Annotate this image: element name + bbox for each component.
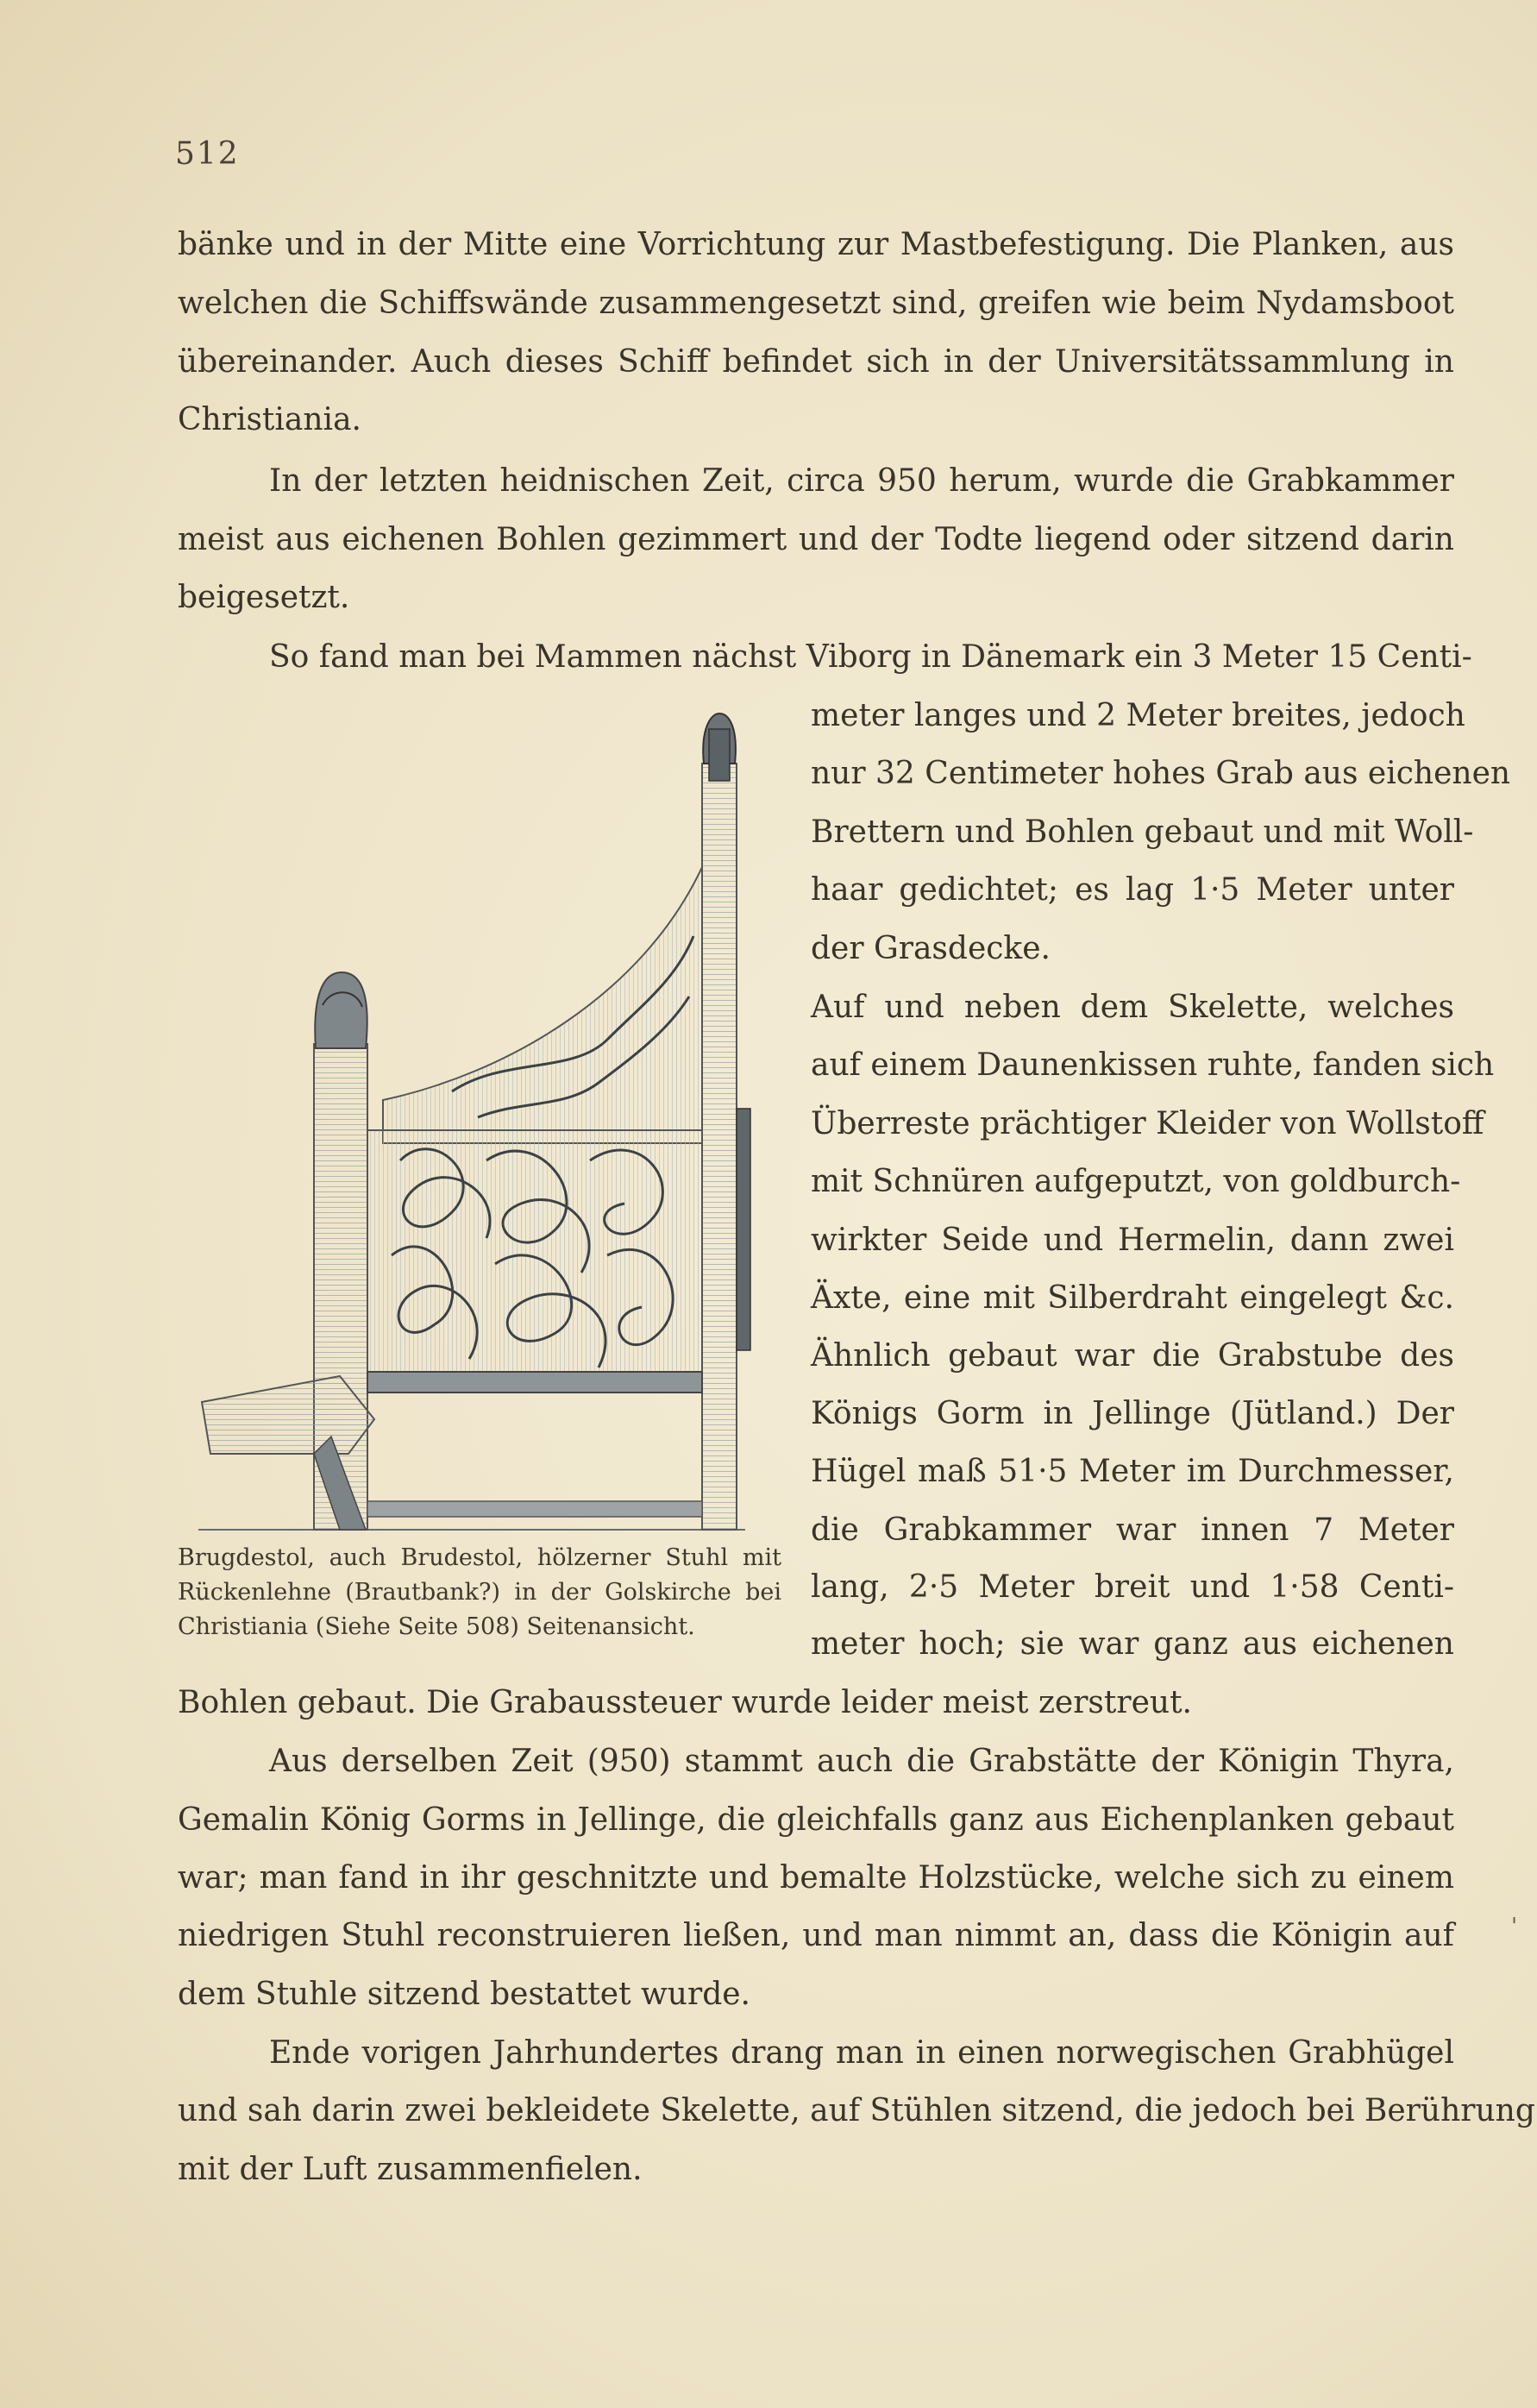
text-line: dem Stuhle sitzend bestattet wurde. xyxy=(178,1977,750,2012)
text-line: niedrigen Stuhl reconstruieren ließen, und man nimmt an, dass die Königin auf xyxy=(178,1918,1454,1953)
text-line: Gemalin König Gorms in Jellinge, die gleichfalls ganz aus Eichenplanken gebaut xyxy=(178,1802,1454,1838)
text-line: und sah darin zwei bekleidete Skelette, auf Stühlen sitzend, die jedoch bei Berührung xyxy=(178,2093,1535,2128)
text-line: Ende vorigen Jahrhundertes drang man in einen norwegischen Grabhügel xyxy=(269,2035,1454,2071)
text-line: Bohlen gebaut. Die Grabaussteuer wurde leider meist zerstreut. xyxy=(178,1685,1192,1720)
text-line: der Grasdecke. xyxy=(811,931,1051,966)
page-number: 512 xyxy=(175,136,240,172)
text-line: die Grabkammer war innen 7 Meter xyxy=(811,1512,1454,1548)
text-line: welchen die Schiffswände zusammengesetzt sind, greifen wie beim Nydamsboot xyxy=(178,286,1454,321)
text-line: übereinander. Auch dieses Schiff befindet sich in der Universitätssammlung in xyxy=(178,344,1454,380)
text-line: bänke und in der Mitte eine Vorrichtung zur Mastbefestigung. Die Planken, aus xyxy=(178,227,1454,262)
text-line: meist aus eichenen Bohlen gezimmert und der Todte liegend oder sitzend darin xyxy=(178,522,1454,557)
caption-line: Brugdestol, auch Brudestol, hölzerner Stuhl mit xyxy=(178,1544,781,1571)
figure-caption xyxy=(178,1541,781,1644)
text-line: mit der Luft zusammenfielen. xyxy=(178,2152,643,2187)
text-line: Hügel maß 51·5 Meter im Durchmesser, xyxy=(811,1454,1454,1489)
text-line: So fand man bei Mammen nächst Viborg in Dänemark ein 3 Meter 15 Centi- xyxy=(269,639,1472,675)
caption-line: Rückenlehne (Brautbank?) in der Golskirche bei xyxy=(178,1579,781,1606)
text-line: nur 32 Centimeter hohes Grab aus eichenen xyxy=(811,756,1511,791)
text-line: Äxte, eine mit Silberdraht eingelegt &c. xyxy=(811,1280,1454,1316)
text-line: Königs Gorm in Jellinge (Jütland.) Der xyxy=(811,1396,1454,1431)
text-line: meter langes und 2 Meter breites, jedoch xyxy=(811,698,1465,733)
text-line: In der letzten heidnischen Zeit, circa 950 herum, wurde die Grabkammer xyxy=(269,463,1454,499)
text-line: Auf und neben dem Skelette, welches xyxy=(811,990,1454,1025)
text-line: beigesetzt. xyxy=(178,580,350,615)
text-line: auf einem Daunenkissen ruhte, fanden sich xyxy=(811,1047,1495,1083)
text-line: Brettern und Bohlen gebaut und mit Woll- xyxy=(811,814,1474,850)
text-line: Ähnlich gebaut war die Grabstube des xyxy=(811,1338,1454,1374)
text-line: war; man fand in ihr geschnitzte und bemalte Holzstücke, welche sich zu einem xyxy=(178,1860,1454,1896)
text-line: mit Schnüren aufgeputzt, von goldburch- xyxy=(811,1164,1461,1199)
text-line: Christiania. xyxy=(178,402,361,437)
text-line: lang, 2·5 Meter breit und 1·58 Centi- xyxy=(811,1569,1454,1605)
text-line: Überreste prächtiger Kleider von Wollstoff xyxy=(811,1106,1484,1141)
text-line: wirkter Seide und Hermelin, dann zwei xyxy=(811,1223,1454,1258)
text-line: meter hoch; sie war ganz aus eichenen xyxy=(811,1626,1454,1662)
text-line: haar gedichtet; es lag 1·5 Meter unter xyxy=(811,872,1454,908)
caption-line: Christiania (Siehe Seite 508) Seitenansicht. xyxy=(178,1613,695,1640)
margin-mark: ' xyxy=(1511,1914,1518,1940)
text-line: Aus derselben Zeit (950) stammt auch die Grabstätte der Königin Thyra, xyxy=(269,1744,1454,1779)
chair-illustration xyxy=(193,695,759,1533)
